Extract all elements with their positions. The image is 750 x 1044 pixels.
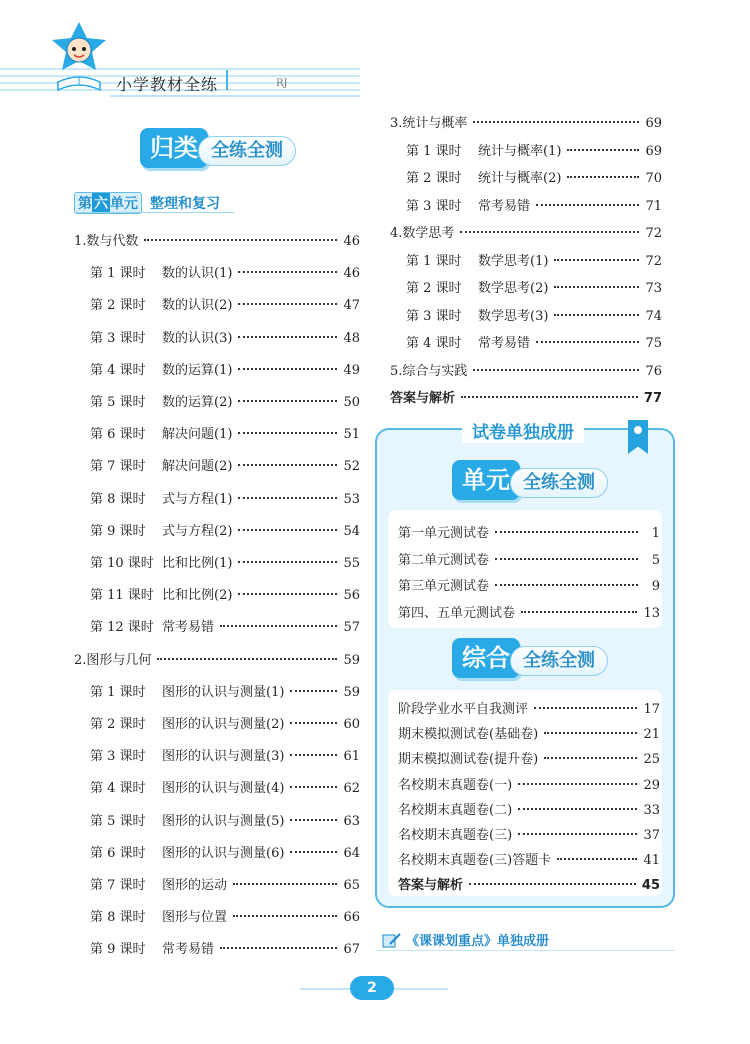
toc-page-number: 17 xyxy=(643,702,660,717)
toc-entry-title: 4.数学思考 xyxy=(390,226,455,241)
toc-entry xyxy=(398,723,660,743)
toc-entry xyxy=(398,698,660,718)
comprehensive-banner xyxy=(452,638,612,682)
dot-leader xyxy=(290,722,337,724)
toc-entry-title: 阶段学业水平自我测评 xyxy=(398,702,529,717)
dot-leader xyxy=(290,754,337,756)
dot-leader xyxy=(290,819,337,821)
toc-page-number: 9 xyxy=(651,579,660,594)
toc-entry xyxy=(90,359,360,379)
dot-leader xyxy=(518,783,637,785)
dot-leader xyxy=(144,239,337,241)
toc-page-number: 49 xyxy=(343,362,360,378)
toc-entry-title: 第 9 课时 常考易错 xyxy=(90,942,215,958)
dot-leader xyxy=(534,707,637,709)
dot-leader xyxy=(554,286,639,288)
dot-leader xyxy=(238,303,337,305)
unit-label-box: 第 六 单元 xyxy=(74,192,142,214)
separate-volume-title: 试卷单独成册 xyxy=(462,418,584,443)
toc-page-number: 53 xyxy=(343,491,360,507)
toc-entry xyxy=(398,874,660,894)
toc-entry xyxy=(90,391,360,411)
unit-banner-subtitle: 全练全测 xyxy=(510,468,608,498)
toc-entry xyxy=(90,488,360,508)
toc-entry xyxy=(90,681,360,701)
toc-entry-title: 第 1 课时 数学思考(1) xyxy=(406,253,549,269)
toc-entry-title: 第 4 课时 数的运算(1) xyxy=(90,362,233,378)
dot-leader xyxy=(290,690,337,692)
dot-leader xyxy=(461,396,638,398)
toc-page-number: 13 xyxy=(643,605,660,621)
toc-page-number: 69 xyxy=(645,143,662,159)
toc-page-number: 46 xyxy=(343,234,360,249)
toc-entry-title: 答案与解析 xyxy=(390,391,456,406)
banner-label: 归类 xyxy=(140,128,208,168)
page-header xyxy=(0,0,750,110)
toc-entry-title: 第 3 课时 数的认识(3) xyxy=(90,330,233,346)
footer-note-text: 《课课划重点》单独成册 xyxy=(406,934,550,949)
comprehensive-banner-subtitle: 全练全测 xyxy=(510,646,608,676)
dot-leader xyxy=(238,529,337,531)
dot-leader xyxy=(544,732,637,734)
toc-entry-title: 第 5 课时 数的运算(2) xyxy=(90,395,233,410)
toc-entry-title: 第 4 课时 图形的认识与测量(4) xyxy=(90,781,285,797)
toc-page-number: 25 xyxy=(643,752,660,768)
dot-leader xyxy=(521,611,637,613)
unit-banner xyxy=(452,460,612,504)
toc-entry-title: 2.图形与几何 xyxy=(74,652,152,668)
toc-entry xyxy=(398,522,660,542)
toc-entry xyxy=(398,602,660,622)
header-divider xyxy=(226,70,228,90)
toc-entry-title: 第 7 课时 图形的运动 xyxy=(90,878,228,893)
dot-leader xyxy=(473,369,639,371)
dot-leader xyxy=(495,558,638,560)
toc-entry xyxy=(90,713,360,733)
toc-entry-title: 名校期末真题卷(三)答题卡 xyxy=(398,853,552,869)
toc-entry-title: 名校期末真题卷(三) xyxy=(398,828,513,843)
toc-entry-title: 第 5 课时 图形的认识与测量(5) xyxy=(90,813,285,829)
dot-leader xyxy=(238,561,337,563)
page-number-line-left xyxy=(300,988,350,990)
toc-page-number: 47 xyxy=(343,298,360,314)
edition-mark: RJ xyxy=(276,78,288,89)
toc-page-number: 71 xyxy=(645,198,662,214)
dot-leader xyxy=(233,915,337,917)
dot-leader xyxy=(518,808,637,810)
toc-entry xyxy=(406,250,662,270)
toc-entry-title: 答案与解析 xyxy=(398,878,464,894)
header-underline xyxy=(110,95,360,97)
dot-leader xyxy=(567,149,639,151)
dot-leader xyxy=(157,658,337,660)
dot-leader xyxy=(220,947,337,949)
toc-entry-title: 第 1 课时 图形的认识与测量(1) xyxy=(90,684,285,700)
toc-page-number: 56 xyxy=(343,588,360,604)
toc-entry-title: 第 11 课时 比和比例(2) xyxy=(90,588,233,604)
toc-entry-title: 第 6 课时 图形的认识与测量(6) xyxy=(90,845,285,861)
comprehensive-banner-label: 综合 xyxy=(452,638,520,678)
dot-leader xyxy=(238,497,337,499)
toc-entry xyxy=(406,277,662,297)
toc-entry-title: 3.统计与概率 xyxy=(390,116,468,131)
toc-entry xyxy=(406,140,662,160)
toc-entry xyxy=(90,777,360,797)
page-number: 2 xyxy=(350,976,394,1000)
toc-entry xyxy=(406,332,662,352)
toc-entry xyxy=(390,112,662,132)
toc-page-number: 76 xyxy=(645,363,662,379)
toc-page-number: 54 xyxy=(343,523,360,539)
toc-entry xyxy=(398,575,660,595)
book-title: 小学教材全练 xyxy=(116,75,219,94)
unit-title: 整理和复习 xyxy=(150,196,220,212)
toc-entry xyxy=(90,327,360,347)
toc-entry xyxy=(90,584,360,604)
toc-entry-title: 第 7 课时 解决问题(2) xyxy=(90,459,233,475)
dot-leader xyxy=(233,883,337,885)
toc-page-number: 5 xyxy=(651,552,660,568)
toc-entry xyxy=(74,649,360,669)
toc-entry-title: 第 4 课时 常考易错 xyxy=(406,336,531,351)
toc-entry xyxy=(90,423,360,443)
dot-leader xyxy=(220,625,337,627)
dot-leader xyxy=(473,121,639,123)
toc-page-number: 65 xyxy=(343,878,360,893)
toc-entry xyxy=(390,360,662,380)
toc-page-number: 73 xyxy=(645,281,662,296)
dot-leader xyxy=(469,883,636,885)
toc-entry-title: 第 2 课时 图形的认识与测量(2) xyxy=(90,717,285,732)
toc-entry xyxy=(90,520,360,540)
toc-entry xyxy=(90,810,360,830)
toc-entry-title: 第 3 课时 图形的认识与测量(3) xyxy=(90,749,285,765)
toc-entry-title: 名校期末真题卷(一) xyxy=(398,777,513,793)
toc-entry-title: 第 10 课时 比和比例(1) xyxy=(90,556,233,571)
dot-leader xyxy=(238,368,337,370)
dot-leader xyxy=(567,176,639,178)
toc-entry-title: 第二单元测试卷 xyxy=(398,552,490,568)
unit-heading xyxy=(74,192,220,214)
toc-entry-title: 第 9 课时 式与方程(2) xyxy=(90,523,233,539)
toc-entry-title: 第 3 课时 数学思考(3) xyxy=(406,308,549,324)
toc-page-number: 52 xyxy=(343,459,360,475)
toc-page-number: 75 xyxy=(645,336,662,351)
toc-page-number: 1 xyxy=(651,526,660,541)
toc-entry-title: 第一单元测试卷 xyxy=(398,526,490,541)
toc-entry xyxy=(398,748,660,768)
toc-page-number: 63 xyxy=(343,813,360,829)
toc-entry-title: 1.数与代数 xyxy=(74,234,139,249)
pen-icon xyxy=(382,932,402,948)
toc-entry-title: 第三单元测试卷 xyxy=(398,579,490,594)
dot-leader xyxy=(495,531,638,533)
toc-page-number: 46 xyxy=(343,266,360,282)
toc-entry-title: 5.综合与实践 xyxy=(390,363,468,379)
toc-page-number: 48 xyxy=(343,330,360,346)
toc-page-number: 66 xyxy=(343,910,360,926)
dot-leader xyxy=(557,858,637,860)
toc-entry-title: 名校期末真题卷(二) xyxy=(398,802,513,818)
toc-entry xyxy=(398,774,660,794)
toc-page-number: 21 xyxy=(643,727,660,743)
toc-entry xyxy=(390,222,662,242)
dot-leader xyxy=(290,786,337,788)
toc-entry xyxy=(398,549,660,569)
toc-entry xyxy=(90,455,360,475)
toc-page-number: 55 xyxy=(343,556,360,571)
dot-leader xyxy=(554,259,639,261)
dot-leader xyxy=(238,432,337,434)
toc-page-number: 33 xyxy=(643,802,660,818)
dot-leader xyxy=(554,314,639,316)
toc-page-number: 37 xyxy=(643,828,660,843)
toc-page-number: 29 xyxy=(643,777,660,793)
toc-entry xyxy=(90,745,360,765)
toc-entry xyxy=(90,616,360,636)
toc-page-number: 61 xyxy=(343,749,360,765)
dot-leader xyxy=(238,593,337,595)
toc-entry-title: 第 1 课时 数的认识(1) xyxy=(90,266,233,282)
toc-page-number: 41 xyxy=(643,853,660,869)
toc-entry-title: 第 8 课时 式与方程(1) xyxy=(90,491,233,507)
toc-entry-title: 第 1 课时 统计与概率(1) xyxy=(406,143,562,159)
toc-page-number: 72 xyxy=(645,253,662,269)
toc-entry xyxy=(406,167,662,187)
dot-leader xyxy=(238,336,337,338)
toc-page-number: 57 xyxy=(343,620,360,636)
toc-page-number: 45 xyxy=(641,878,660,894)
unit-banner-label: 单元 xyxy=(452,460,520,500)
toc-page-number: 77 xyxy=(643,391,662,406)
toc-entry xyxy=(398,849,660,869)
toc-entry-title: 期末模拟测试卷(提升卷) xyxy=(398,752,539,768)
banner-subtitle: 全练全测 xyxy=(198,136,296,166)
dot-leader xyxy=(518,833,637,835)
toc-page-number: 59 xyxy=(343,684,360,700)
toc-page-number: 64 xyxy=(343,845,360,861)
toc-entry xyxy=(406,305,662,325)
dot-leader xyxy=(536,341,639,343)
toc-entry xyxy=(90,552,360,572)
dot-leader xyxy=(536,204,639,206)
toc-entry xyxy=(74,230,360,250)
toc-entry xyxy=(398,824,660,844)
toc-entry-title: 第 2 课时 数的认识(2) xyxy=(90,298,233,314)
toc-entry xyxy=(90,906,360,926)
toc-entry xyxy=(398,799,660,819)
dot-leader xyxy=(290,851,337,853)
toc-entry xyxy=(90,262,360,282)
toc-page-number: 74 xyxy=(645,308,662,324)
unit-underline xyxy=(74,212,234,213)
toc-entry-title: 期末模拟测试卷(基础卷) xyxy=(398,727,539,743)
toc-entry xyxy=(90,938,360,958)
toc-page-number: 69 xyxy=(645,116,662,131)
dot-leader xyxy=(238,464,337,466)
toc-entry-title: 第 2 课时 统计与概率(2) xyxy=(406,171,562,186)
dot-leader xyxy=(495,584,638,586)
toc-entry-title: 第四、五单元测试卷 xyxy=(398,605,516,621)
dot-leader xyxy=(460,231,639,233)
toc-entry xyxy=(390,387,662,407)
toc-page-number: 59 xyxy=(343,652,360,668)
category-banner xyxy=(140,128,300,172)
toc-entry xyxy=(90,874,360,894)
footer-underline xyxy=(375,950,675,951)
toc-page-number: 50 xyxy=(343,395,360,410)
toc-entry-title: 第 3 课时 常考易错 xyxy=(406,198,531,214)
toc-page-number: 70 xyxy=(645,171,662,186)
mascot-logo xyxy=(44,20,114,96)
toc-page-number: 60 xyxy=(343,717,360,732)
dot-leader xyxy=(238,271,337,273)
toc-entry-title: 第 2 课时 数学思考(2) xyxy=(406,281,549,296)
dot-leader xyxy=(544,757,637,759)
toc-entry-title: 第 8 课时 图形与位置 xyxy=(90,910,228,926)
toc-entry-title: 第 6 课时 解决问题(1) xyxy=(90,427,233,443)
toc-entry xyxy=(90,294,360,314)
footer-note xyxy=(382,930,549,949)
toc-page-number: 51 xyxy=(343,427,360,443)
toc-entry xyxy=(406,195,662,215)
toc-entry-title: 第 12 课时 常考易错 xyxy=(90,620,215,636)
toc-page-number: 67 xyxy=(343,942,360,958)
dot-leader xyxy=(238,400,337,402)
page-number-line-right xyxy=(394,988,448,990)
toc-entry xyxy=(90,842,360,862)
toc-page-number: 62 xyxy=(343,781,360,797)
toc-page-number: 72 xyxy=(645,226,662,241)
